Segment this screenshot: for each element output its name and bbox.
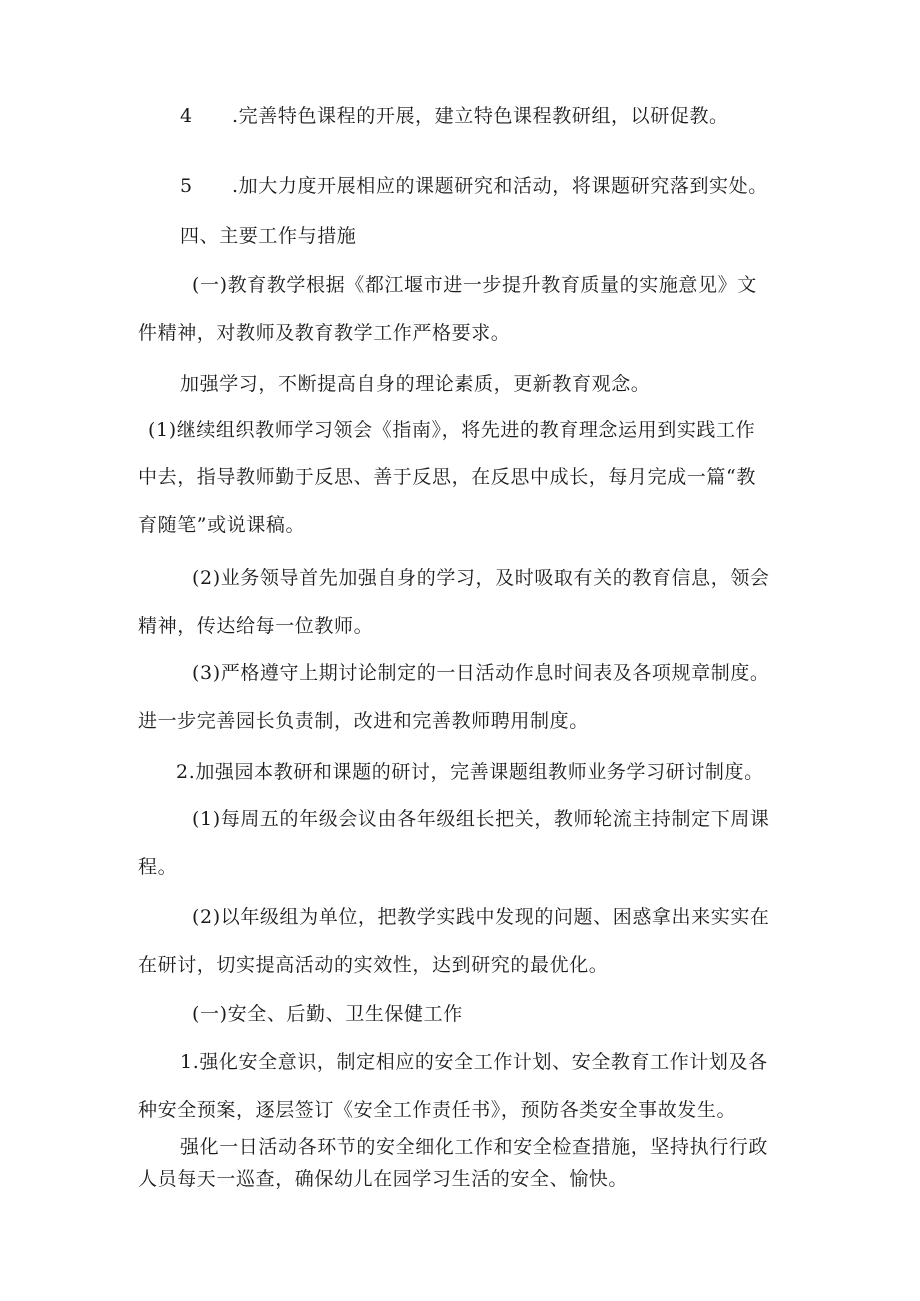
list-item-5 — [180, 174, 768, 198]
list-text: .加大力度开展相应的课题研究和活动，将课题研究落到实处。 — [232, 175, 768, 197]
list-text: .完善特色课程的开展，建立特色课程教研组，以研促教。 — [232, 105, 729, 127]
list-number: 5 — [180, 175, 193, 197]
paragraph-line: (一)教育教学根据《都江堰市进一步提升教育质量的实施意见》文 — [192, 274, 757, 296]
paragraph-line: 中去，指导教师勤于反思、善于反思，在反思中成长，每月完成一篇“教 — [138, 466, 756, 488]
paragraph-line: (1)继续组织教师学习领会《指南》，将先进的教育理念运用到实践工作 — [148, 419, 756, 441]
paragraph-line: 程。 — [138, 856, 178, 878]
paragraph-line: 精神，传达给每一位教师。 — [138, 615, 374, 637]
paragraph-line: 育随笔”或说课稿。 — [138, 514, 306, 536]
paragraph-line: 强化一日活动各环节的安全细化工作和安全检查措施，坚持执行行政 — [180, 1136, 769, 1158]
paragraph-line: (2)以年级组为单位，把教学实践中发现的问题、困惑拿出来实实在 — [192, 906, 770, 928]
paragraph-line: 加强学习，不断提高自身的理论素质，更新教育观念。 — [180, 373, 651, 395]
paragraph-line: (2)业务领导首先加强自身的学习，及时吸取有关的教育信息，领会 — [192, 567, 770, 589]
paragraph-line: (1)每周五的年级会议由各年级组长把关，教师轮流主持制定下周课 — [192, 808, 770, 830]
paragraph-line: (3)严格遵守上期讨论制定的一日活动作息时间表及各项规章制度。 — [192, 662, 770, 684]
list-item-4 — [180, 104, 729, 128]
paragraph-line: 在研讨，切实提高活动的实效性，达到研究的最优化。 — [138, 954, 609, 976]
paragraph-line: 1.强化安全意识，制定相应的安全工作计划、安全教育工作计划及各 — [180, 1051, 768, 1073]
paragraph-line: 进一步完善园长负责制，改进和完善教师聘用制度。 — [138, 710, 589, 732]
list-number: 4 — [180, 105, 193, 127]
paragraph-line: 人员每天一巡查，确保幼儿在园学习生活的安全、愉快。 — [138, 1168, 629, 1190]
paragraph-line: 件精神，对教师及教育教学工作严格要求。 — [138, 322, 511, 344]
paragraph-line: 2.加强园本教研和课题的研讨，完善课题组教师业务学习研讨制度。 — [176, 761, 764, 783]
paragraph-line: 种安全预案，逐层签订《安全工作责任书》，预防各类安全事故发生。 — [138, 1099, 737, 1121]
section-heading: (一)安全、后勤、卫生保健工作 — [192, 1003, 463, 1025]
section-heading: 四、主要工作与措施 — [180, 225, 357, 247]
